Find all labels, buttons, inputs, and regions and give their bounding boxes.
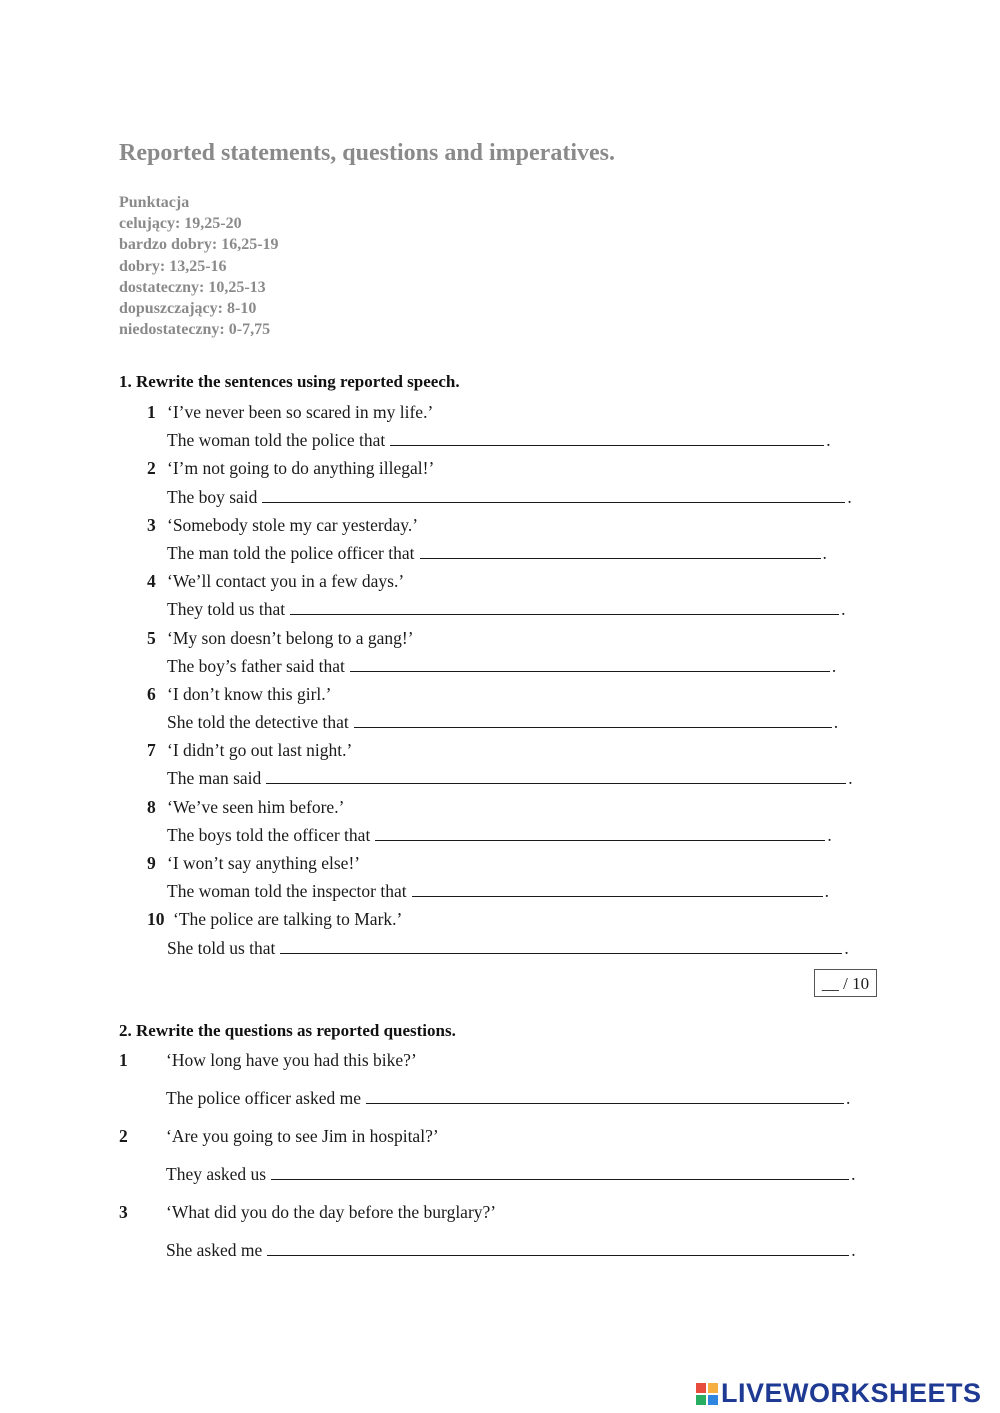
exercise-item: [147, 849, 877, 905]
scoring-line: bardzo dobry: 16,25-19: [119, 236, 279, 254]
exercise-item: [147, 624, 877, 680]
answer-blank[interactable]: [262, 485, 845, 503]
item-number: 8: [147, 796, 156, 817]
logo-tile: [708, 1383, 718, 1393]
item-end: .: [822, 542, 827, 563]
logo-tile: [696, 1383, 706, 1393]
item-prompt: The boy’s father said that: [167, 655, 345, 676]
item-end: .: [851, 1164, 856, 1184]
item-quote: ‘I’ve never been so scared in my life.’: [167, 402, 434, 422]
item-number: 5: [147, 627, 156, 648]
item-number: 1: [147, 402, 156, 422]
exercise-item: [147, 736, 877, 792]
logo-tile: [696, 1395, 706, 1405]
answer-blank[interactable]: [412, 879, 823, 897]
item-end: .: [851, 1240, 856, 1260]
logo-tile: [708, 1395, 718, 1405]
answer-blank[interactable]: [350, 654, 830, 672]
scoring-line: dopuszczający: 8-10: [119, 300, 257, 318]
item-end: .: [824, 881, 829, 902]
item-end: .: [848, 768, 853, 789]
item-prompt: She asked me: [166, 1240, 263, 1260]
answer-blank[interactable]: [266, 766, 846, 784]
exercise2-list: [119, 1046, 889, 1274]
item-quote: ‘How long have you had this bike?’: [166, 1050, 417, 1070]
item-end: .: [846, 1088, 851, 1108]
worksheet-title: Reported statements, questions and imperatives.: [119, 140, 615, 166]
answer-blank[interactable]: [390, 428, 824, 446]
item-end: .: [844, 937, 849, 958]
answer-blank[interactable]: [271, 1162, 849, 1180]
item-prompt: They told us that: [167, 599, 286, 620]
exercise-item: [147, 680, 877, 736]
scoring-line: niedostateczny: 0-7,75: [119, 321, 271, 339]
score-box: __ / 10: [814, 969, 877, 997]
scoring-heading: Punktacja: [119, 194, 190, 211]
scoring-line: dobry: 13,25-16: [119, 257, 227, 275]
item-number: 9: [147, 853, 156, 873]
exercise-item: [147, 398, 877, 454]
item-number: 4: [147, 571, 156, 592]
item-quote: ‘Somebody stole my car yesterday.’: [167, 514, 419, 535]
logo-text: LIVEWORKSHEETS: [721, 1378, 982, 1408]
answer-blank[interactable]: [354, 710, 832, 728]
item-prompt: She told us that: [167, 937, 276, 958]
item-end: .: [841, 599, 846, 620]
exercise-item: [147, 793, 877, 849]
item-quote: ‘I didn’t go out last night.’: [167, 740, 353, 761]
item-prompt: She told the detective that: [167, 712, 349, 733]
answer-blank[interactable]: [375, 823, 825, 841]
item-prompt: The police officer asked me: [166, 1088, 362, 1108]
item-number: 2: [147, 458, 156, 479]
item-quote: ‘Are you going to see Jim in hospital?’: [166, 1126, 439, 1146]
item-prompt: The man told the police officer that: [167, 542, 415, 563]
logo-tiles-icon: [696, 1383, 718, 1405]
answer-blank[interactable]: [290, 597, 839, 615]
scoring-line: dostateczny: 10,25-13: [119, 278, 266, 296]
answer-blank[interactable]: [420, 541, 821, 559]
exercise1-list: [147, 398, 877, 962]
item-number: 2: [119, 1126, 128, 1146]
item-number: 10: [147, 909, 165, 930]
scoring-line: celujący: 19,25-20: [119, 215, 242, 233]
item-prompt: The woman told the police that: [167, 430, 386, 451]
exercise-item: [147, 567, 877, 623]
liveworksheets-logo[interactable]: [696, 1378, 982, 1409]
item-end: .: [833, 712, 839, 733]
exercise-item: [147, 905, 877, 961]
item-prompt: The man said: [167, 768, 262, 789]
item-number: 6: [147, 683, 156, 704]
item-quote: ‘We’ll contact you in a few days.’: [167, 571, 405, 592]
item-prompt: The boys told the officer that: [167, 824, 371, 845]
item-quote: ‘What did you do the day before the burglary?’: [166, 1202, 497, 1222]
item-prompt: The woman told the inspector that: [167, 881, 407, 902]
item-number: 7: [147, 740, 156, 761]
answer-blank[interactable]: [366, 1086, 844, 1104]
exercise-item: [119, 1122, 889, 1188]
exercise-item: [147, 511, 877, 567]
item-quote: ‘We’ve seen him before.’: [167, 796, 345, 817]
item-quote: ‘I don’t know this girl.’: [167, 683, 332, 704]
item-quote: ‘I’m not going to do anything illegal!’: [167, 458, 435, 479]
scoring-list: [119, 192, 279, 340]
item-end: .: [831, 655, 837, 676]
item-prompt: They asked us: [166, 1164, 267, 1184]
item-quote: ‘I won’t say anything else!’: [167, 853, 361, 873]
item-prompt: The boy said: [167, 486, 258, 507]
item-end: .: [827, 824, 832, 845]
exercise-item: [119, 1198, 889, 1264]
item-quote: ‘The police are talking to Mark.’: [173, 909, 403, 930]
exercise2-heading: 2. Rewrite the questions as reported questions.: [119, 1021, 456, 1040]
exercise-item: [147, 454, 877, 510]
exercise-item: [119, 1046, 889, 1112]
item-quote: ‘My son doesn’t belong to a gang!’: [167, 627, 414, 648]
item-end: .: [847, 486, 852, 507]
answer-blank[interactable]: [267, 1238, 849, 1256]
item-number: 1: [119, 1050, 128, 1070]
answer-blank[interactable]: [280, 936, 842, 954]
item-number: 3: [147, 514, 156, 535]
exercise1-heading: 1. Rewrite the sentences using reported speech.: [119, 372, 460, 391]
item-number: 3: [119, 1202, 128, 1222]
item-end: .: [826, 430, 831, 451]
